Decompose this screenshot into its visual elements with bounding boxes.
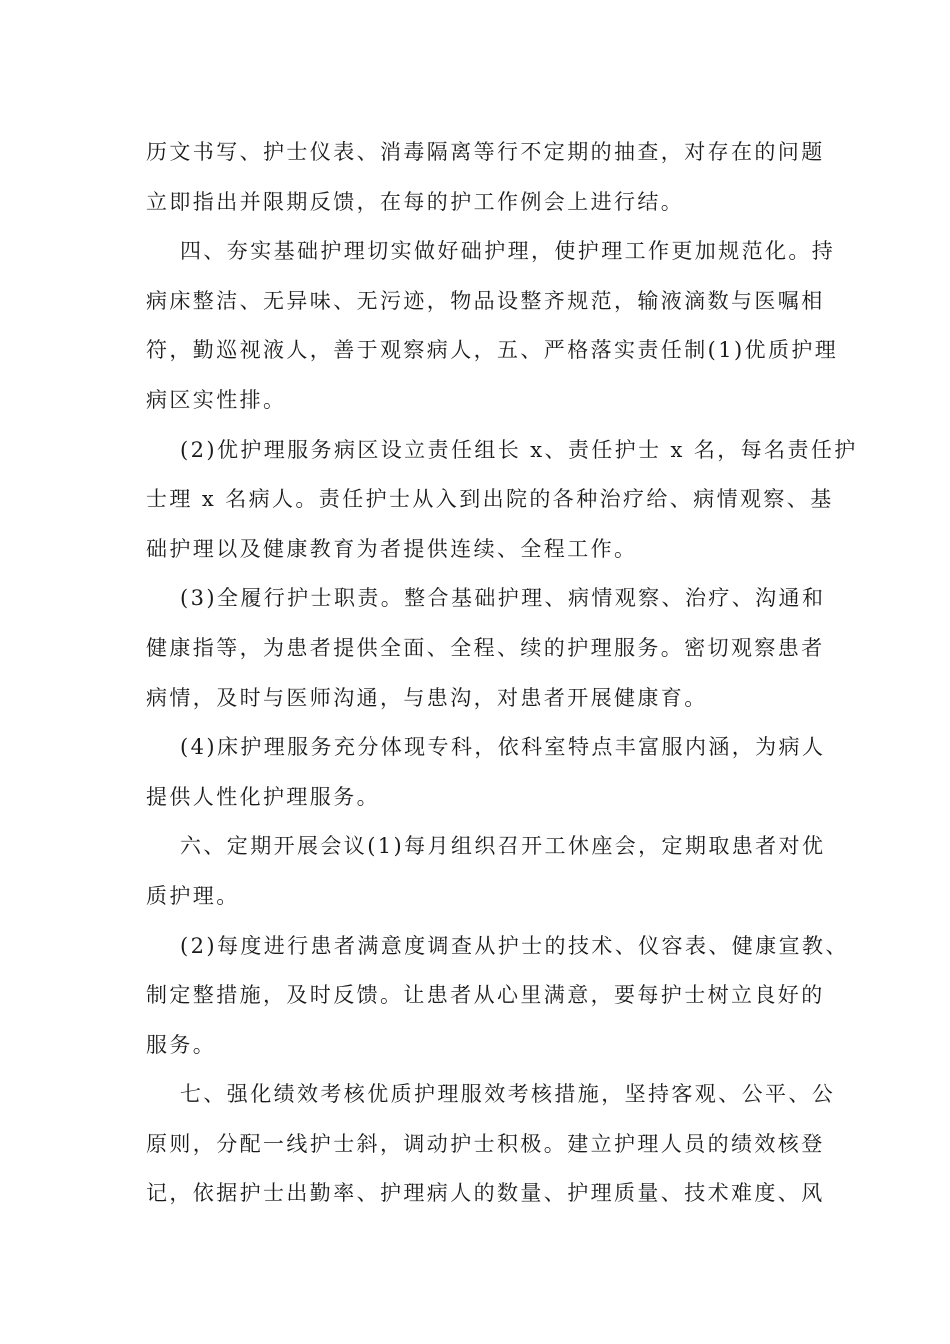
text-line: 原则，分配一线护士斜，调动护士积极。建立护理人员的绩效核登 (146, 1131, 825, 1156)
text-line: (3)全履行护士职责。整合基础护理、病情观察、治疗、沟通和 (180, 586, 826, 611)
text-line: 病情，及时与医师沟通，与患沟，对患者开展健康育。 (146, 685, 708, 710)
text-line: (2)每度进行患者满意度调查从护士的技术、仪容表、健康宣教、 (180, 933, 849, 958)
text-line: 历文书写、护士仪表、消毒隔离等行不定期的抽查，对存在的问题 (146, 140, 825, 164)
document-body (146, 128, 858, 1219)
text-line: (4)床护理服务充分体现专科，依科室特点丰富服内涵，为病人 (180, 735, 826, 760)
text-line: 立即指出并限期反馈，在每的护工作例会上进行结。 (146, 189, 685, 214)
text-line: (2)优护理服务病区设立责任组长 x、责任护士 x 名，每名责任护 (180, 437, 858, 462)
text-line: 符，勤巡视液人，善于观察病人，五、严格落实责任制(1)优质护理 (146, 338, 839, 363)
text-line: 六、定期开展会议(1)每月组织召开工休座会，定期取患者对优 (180, 834, 826, 859)
text-line: 七、强化绩效考核优质护理服效考核措施，坚持客观、公平、公 (180, 1082, 836, 1107)
text-line: 记，依据护士出勤率、护理病人的数量、护理质量、技术难度、风 (146, 1181, 825, 1206)
text-line: 提供人性化护理服务。 (146, 784, 380, 809)
text-line: 服务。 (146, 1032, 217, 1057)
text-line: 士理 x 名病人。责任护士从入到出院的各种治疗给、病情观察、基 (146, 487, 834, 512)
text-line: 健康指等，为患者提供全面、全程、续的护理服务。密切观察患者 (146, 635, 825, 660)
text-line: 病床整洁、无异味、无污迹，物品设整齐规范，输液滴数与医嘱相 (146, 288, 825, 313)
text-line: 质护理。 (146, 883, 240, 908)
text-line: 制定整措施，及时反馈。让患者从心里满意，要每护士树立良好的 (146, 983, 825, 1008)
text-line: 病区实性排。 (146, 387, 287, 412)
text-line: 础护理以及健康教育为者提供连续、全程工作。 (146, 536, 638, 561)
text-line: 四、夯实基础护理切实做好础护理，使护理工作更加规范化。持 (180, 239, 836, 264)
